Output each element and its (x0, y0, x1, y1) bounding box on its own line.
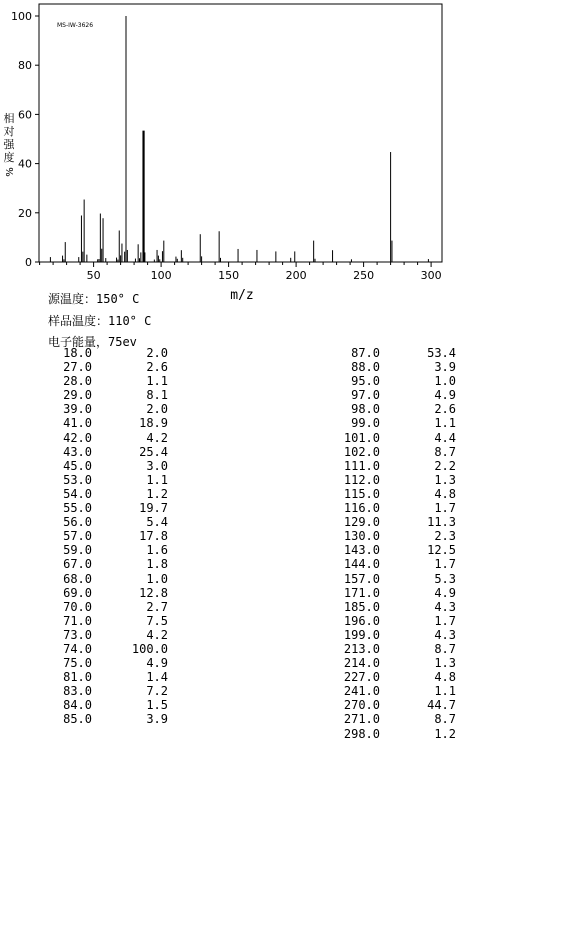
peak-abundance: 19.7 (139, 501, 168, 516)
peak-abundance: 7.2 (146, 684, 168, 699)
peak-row (340, 614, 456, 628)
peak-row (340, 670, 456, 684)
peak-row (340, 402, 456, 416)
y-tick-label: 60 (18, 108, 32, 122)
peak-mz: 196.0 (343, 613, 380, 628)
peak-row (340, 459, 456, 473)
peak-mz: 84.0 (63, 698, 92, 713)
peak-row (52, 698, 168, 712)
peak-abundance: 2.0 (146, 346, 168, 360)
peak-row (340, 515, 456, 529)
peak-row (52, 515, 168, 529)
peak-abundance: 25.4 (139, 444, 168, 459)
peak-abundance: 2.2 (434, 458, 456, 473)
peak-row (52, 600, 168, 614)
peak-mz: 28.0 (63, 374, 92, 389)
peak-abundance: 2.0 (146, 402, 168, 417)
x-axis-label: m/z (230, 288, 254, 303)
peak-abundance: 5.4 (146, 515, 168, 530)
peak-abundance: 1.1 (434, 684, 456, 699)
peak-mz: 27.0 (63, 360, 92, 375)
peak-row (340, 445, 456, 459)
peak-mz: 199.0 (343, 627, 380, 642)
peak-abundance: 4.8 (434, 670, 456, 685)
peak-abundance: 8.1 (146, 388, 168, 403)
y-tick-label: 20 (18, 206, 32, 220)
peak-row (52, 614, 168, 628)
peak-mz: 171.0 (343, 585, 380, 600)
peak-row (52, 557, 168, 571)
peak-abundance: 1.7 (434, 557, 456, 572)
peak-mz: 270.0 (343, 698, 380, 713)
peak-mz: 214.0 (343, 656, 380, 671)
peak-row (340, 727, 456, 741)
spectrum-id-label: MS-IW-3626 (57, 22, 94, 29)
peak-mz: 98.0 (351, 402, 380, 417)
peak-mz: 45.0 (63, 458, 92, 473)
peak-mz: 29.0 (63, 388, 92, 403)
peak-abundance: 11.3 (427, 515, 456, 530)
peak-abundance: 2.3 (434, 529, 456, 544)
peak-row (340, 543, 456, 557)
peak-mz: 97.0 (351, 388, 380, 403)
peak-row (52, 670, 168, 684)
peak-abundance: 1.0 (146, 571, 168, 586)
peak-table-right (340, 346, 456, 741)
peak-abundance: 4.9 (146, 656, 168, 671)
peak-mz: 112.0 (343, 472, 380, 487)
peak-row (52, 543, 168, 557)
y-tick-label: 0 (25, 256, 32, 269)
peak-row (52, 712, 168, 726)
peak-abundance: 4.3 (434, 599, 456, 614)
peak-mz: 101.0 (343, 430, 380, 445)
peak-abundance: 3.9 (434, 360, 456, 375)
peak-mz: 241.0 (343, 684, 380, 699)
peak-abundance: 1.0 (434, 374, 456, 389)
sample-temperature: 样品温度：110° C (48, 314, 152, 328)
peak-abundance: 3.9 (146, 712, 168, 727)
peak-mz: 271.0 (343, 712, 380, 727)
peak-row (340, 557, 456, 571)
peak-row (340, 698, 456, 712)
y-axis-label-char: 强 (3, 138, 15, 151)
peak-abundance: 18.9 (139, 416, 168, 431)
peak-mz: 83.0 (63, 684, 92, 699)
y-tick-label: 80 (18, 59, 32, 73)
peak-abundance: 12.8 (139, 585, 168, 600)
peak-mz: 56.0 (63, 515, 92, 530)
peak-mz: 68.0 (63, 571, 92, 586)
peak-mz: 95.0 (351, 374, 380, 389)
peak-abundance: 100.0 (131, 641, 168, 656)
peak-mz: 53.0 (63, 472, 92, 487)
peak-mz: 185.0 (343, 599, 380, 614)
peak-abundance: 4.2 (146, 627, 168, 642)
peak-row (340, 374, 456, 388)
peak-row (52, 445, 168, 459)
peak-row (52, 656, 168, 670)
peak-abundance: 1.2 (146, 486, 168, 501)
y-axis-label (4, 111, 17, 177)
peak-mz: 298.0 (343, 726, 380, 741)
peak-abundance: 53.4 (427, 346, 456, 360)
peak-row (52, 374, 168, 388)
peak-row (52, 360, 168, 374)
peak-row (340, 628, 456, 642)
peak-abundance: 1.5 (146, 698, 168, 713)
peak-row (340, 416, 456, 430)
peak-mz: 116.0 (343, 501, 380, 516)
peak-mz: 115.0 (343, 486, 380, 501)
peak-row (52, 416, 168, 430)
plot-frame (39, 4, 442, 262)
peak-row (340, 529, 456, 543)
peak-row (340, 360, 456, 374)
peak-row (340, 473, 456, 487)
peak-row (52, 388, 168, 402)
peak-mz: 75.0 (63, 656, 92, 671)
peak-abundance: 1.3 (434, 472, 456, 487)
x-tick-label: 250 (353, 269, 375, 282)
peak-abundance: 4.9 (434, 585, 456, 600)
y-tick-label: 40 (18, 157, 32, 171)
y-axis-label-unit: % (5, 167, 16, 177)
y-axis-label-char: 相 (3, 112, 15, 125)
peak-abundance: 4.4 (434, 430, 456, 445)
y-axis-label-char: 度 (3, 151, 15, 164)
peak-row (340, 388, 456, 402)
peak-mz: 41.0 (63, 416, 92, 431)
peak-mz: 70.0 (63, 599, 92, 614)
peak-mz: 39.0 (63, 402, 92, 417)
peak-abundance: 5.3 (434, 571, 456, 586)
peak-mz: 55.0 (63, 501, 92, 516)
peak-abundance: 44.7 (427, 698, 456, 713)
peak-abundance: 1.6 (146, 543, 168, 558)
peak-abundance: 1.7 (434, 613, 456, 628)
peak-abundance: 4.3 (434, 627, 456, 642)
peak-abundance: 2.6 (434, 402, 456, 417)
peak-abundance: 2.6 (146, 360, 168, 375)
peak-mz: 71.0 (63, 613, 92, 628)
peak-mz: 59.0 (63, 543, 92, 558)
peak-abundance: 17.8 (139, 529, 168, 544)
peak-abundance: 1.1 (146, 374, 168, 389)
peak-row (52, 473, 168, 487)
peak-abundance: 4.9 (434, 388, 456, 403)
peak-row (52, 684, 168, 698)
peak-mz: 227.0 (343, 670, 380, 685)
peak-row (52, 487, 168, 501)
peak-mz: 74.0 (63, 641, 92, 656)
x-tick-label: 100 (150, 269, 172, 282)
peak-abundance: 4.8 (434, 486, 456, 501)
peak-mz: 157.0 (343, 571, 380, 586)
x-tick-label: 150 (218, 269, 240, 282)
peak-mz: 213.0 (343, 641, 380, 656)
peak-mz: 111.0 (343, 458, 380, 473)
peak-row (340, 684, 456, 698)
peak-mz: 54.0 (63, 486, 92, 501)
peak-abundance: 1.8 (146, 557, 168, 572)
peak-row (52, 459, 168, 473)
x-tick-label: 300 (420, 269, 442, 282)
peak-row (52, 431, 168, 445)
peak-abundance: 1.3 (434, 656, 456, 671)
peak-mz: 99.0 (351, 416, 380, 431)
peak-mz: 144.0 (343, 557, 380, 572)
peak-abundance: 2.7 (146, 599, 168, 614)
peak-row (340, 586, 456, 600)
peak-mz: 87.0 (351, 346, 380, 360)
peak-abundance: 1.4 (146, 670, 168, 685)
peak-row (340, 572, 456, 586)
peak-row (52, 586, 168, 600)
peak-row (340, 600, 456, 614)
peak-mz: 143.0 (343, 543, 380, 558)
peak-table-left (52, 346, 168, 727)
peak-mz: 102.0 (343, 444, 380, 459)
peak-abundance: 8.7 (434, 641, 456, 656)
x-tick-label: 50 (86, 269, 101, 282)
peak-mz: 81.0 (63, 670, 92, 685)
peak-row (340, 501, 456, 515)
peak-mz: 42.0 (63, 430, 92, 445)
source-temperature: 源温度：150° C (48, 292, 140, 306)
peak-abundance: 1.1 (146, 472, 168, 487)
peak-row (52, 628, 168, 642)
electron-energy: 电子能量，75ev (48, 335, 137, 349)
y-tick-label: 100 (11, 10, 32, 23)
peak-mz: 43.0 (63, 444, 92, 459)
peak-mz: 73.0 (63, 627, 92, 642)
peak-row (52, 572, 168, 586)
peak-abundance: 8.7 (434, 712, 456, 727)
y-axis-label-char: 对 (3, 125, 15, 138)
peak-mz: 57.0 (63, 529, 92, 544)
peak-row (340, 656, 456, 670)
peak-abundance: 8.7 (434, 444, 456, 459)
peak-abundance: 12.5 (427, 543, 456, 558)
peak-row (52, 402, 168, 416)
peak-row (340, 346, 456, 360)
peak-mz: 69.0 (63, 585, 92, 600)
peak-mz: 88.0 (351, 360, 380, 375)
peak-abundance: 1.2 (434, 726, 456, 741)
peak-mz: 129.0 (343, 515, 380, 530)
peak-mz: 67.0 (63, 557, 92, 572)
peak-row (340, 431, 456, 445)
peak-abundance: 4.2 (146, 430, 168, 445)
peak-abundance: 1.7 (434, 501, 456, 516)
peak-abundance: 1.1 (434, 416, 456, 431)
peak-row (52, 642, 168, 656)
x-tick-label: 200 (285, 269, 307, 282)
peak-row (340, 642, 456, 656)
peak-row (340, 712, 456, 726)
peak-abundance: 3.0 (146, 458, 168, 473)
peak-row (340, 487, 456, 501)
peak-mz: 85.0 (63, 712, 92, 727)
peak-mz: 130.0 (343, 529, 380, 544)
peak-row (52, 501, 168, 515)
peak-row (52, 346, 168, 360)
peak-abundance: 7.5 (146, 613, 168, 628)
peak-row (52, 529, 168, 543)
peak-mz: 18.0 (63, 346, 92, 360)
